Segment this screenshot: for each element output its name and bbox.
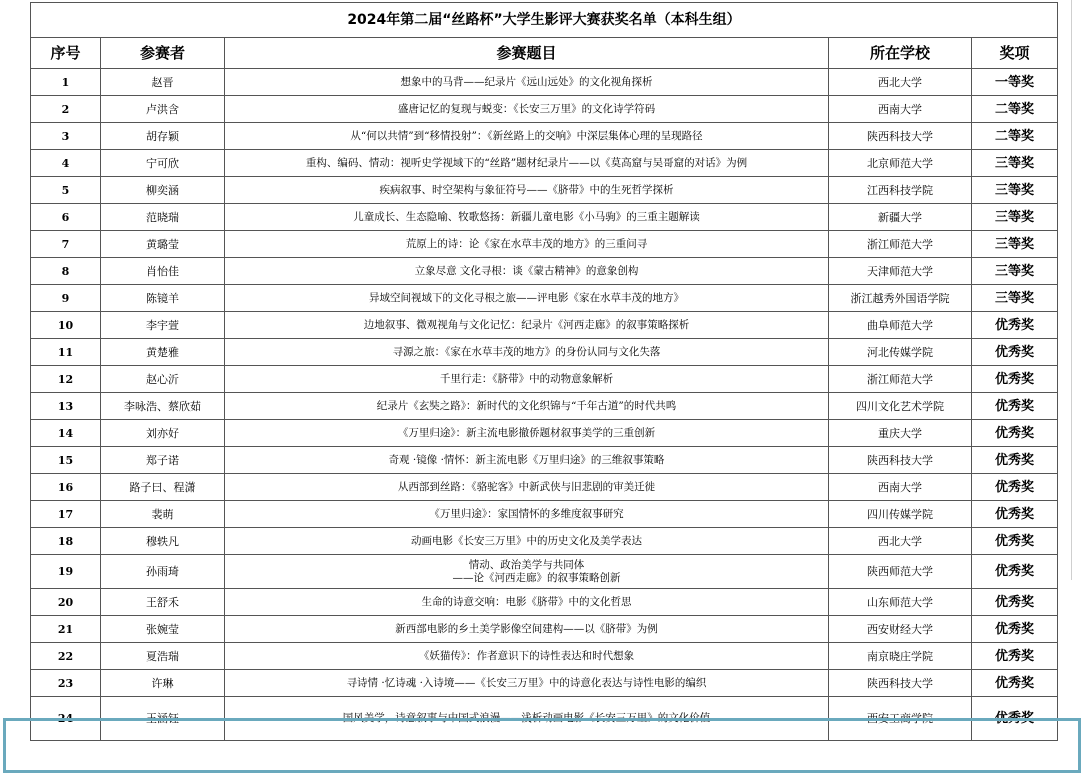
cell-no: 8 (31, 258, 101, 285)
cell-topic: 国风美学，诗意叙事与中国式浪漫——浅析动画电影《长安三万里》的文化价值 (225, 697, 829, 741)
table-row (31, 589, 1058, 616)
cell-participant: 赵晋 (101, 69, 225, 96)
table-row (31, 258, 1058, 285)
topic-line-1: 情动、政治美学与共同体 (468, 558, 585, 571)
cell-award: 优秀奖 (972, 670, 1058, 697)
table-row (31, 285, 1058, 312)
cell-award: 优秀奖 (972, 528, 1058, 555)
cell-topic: 重构、编码、情动：视听史学视域下的“丝路”题材纪录片——以《莫高窟与吴哥窟的对话》为例 (225, 150, 829, 177)
cell-award: 优秀奖 (972, 366, 1058, 393)
table-body (31, 69, 1058, 741)
cell-school: 西安工商学院 (829, 697, 972, 741)
table-row (31, 339, 1058, 366)
cell-topic: 异域空间视域下的文化寻根之旅——评电影《家在水草丰茂的地方》 (225, 285, 829, 312)
cell-award: 优秀奖 (972, 420, 1058, 447)
cell-participant: 孙雨琦 (101, 555, 225, 589)
award-table (30, 2, 1058, 741)
cell-school: 天津师范大学 (829, 258, 972, 285)
cell-topic: 生命的诗意交响：电影《脐带》中的文化哲思 (225, 589, 829, 616)
cell-school: 西安财经大学 (829, 616, 972, 643)
cell-participant: 陈镜羊 (101, 285, 225, 312)
cell-award: 三等奖 (972, 258, 1058, 285)
cell-no: 11 (31, 339, 101, 366)
cell-participant: 胡存颖 (101, 123, 225, 150)
table-row (31, 528, 1058, 555)
table-row (31, 697, 1058, 741)
cell-school: 陕西科技大学 (829, 447, 972, 474)
award-list-sheet (30, 2, 1057, 741)
cell-school: 山东师范大学 (829, 589, 972, 616)
cell-no: 1 (31, 69, 101, 96)
cell-no: 2 (31, 96, 101, 123)
cell-participant: 黄璐莹 (101, 231, 225, 258)
cell-topic: 千里行走：《脐带》中的动物意象解析 (225, 366, 829, 393)
cell-participant: 裴萌 (101, 501, 225, 528)
cell-school: 陕西师范大学 (829, 555, 972, 589)
header-no: 序号 (31, 38, 101, 69)
cell-award: 优秀奖 (972, 312, 1058, 339)
cell-participant: 王涵钰 (101, 697, 225, 741)
cell-participant: 夏浩瑞 (101, 643, 225, 670)
cell-participant: 范晓瑞 (101, 204, 225, 231)
cell-participant: 刘亦好 (101, 420, 225, 447)
cell-participant: 王舒禾 (101, 589, 225, 616)
cell-award: 三等奖 (972, 177, 1058, 204)
cell-no: 16 (31, 474, 101, 501)
cell-school: 北京师范大学 (829, 150, 972, 177)
cell-award: 三等奖 (972, 231, 1058, 258)
cell-school: 陕西科技大学 (829, 670, 972, 697)
cell-participant: 赵心沂 (101, 366, 225, 393)
cell-award: 优秀奖 (972, 589, 1058, 616)
cell-school: 西北大学 (829, 69, 972, 96)
cell-award: 三等奖 (972, 150, 1058, 177)
cell-school: 浙江越秀外国语学院 (829, 285, 972, 312)
cell-no: 4 (31, 150, 101, 177)
cell-award: 优秀奖 (972, 643, 1058, 670)
table-row (31, 393, 1058, 420)
cell-topic: 新西部电影的乡土美学影像空间建构——以《脐带》为例 (225, 616, 829, 643)
cell-no: 7 (31, 231, 101, 258)
cell-school: 江西科技学院 (829, 177, 972, 204)
cell-award: 优秀奖 (972, 501, 1058, 528)
table-title: 2024年第二届“丝路杯”大学生影评大赛获奖名单（本科生组） (31, 3, 1058, 38)
cell-award: 三等奖 (972, 285, 1058, 312)
table-row (31, 447, 1058, 474)
table-row (31, 616, 1058, 643)
cell-school: 四川文化艺术学院 (829, 393, 972, 420)
cell-no: 12 (31, 366, 101, 393)
table-row (31, 69, 1058, 96)
cell-participant: 李宇萱 (101, 312, 225, 339)
cell-participant: 卢洪含 (101, 96, 225, 123)
cell-award: 优秀奖 (972, 474, 1058, 501)
cell-participant: 宁可欣 (101, 150, 225, 177)
cell-award: 二等奖 (972, 123, 1058, 150)
cell-topic (225, 555, 829, 589)
cell-no: 22 (31, 643, 101, 670)
cell-school: 西南大学 (829, 96, 972, 123)
table-row (31, 643, 1058, 670)
cell-topic: 疾病叙事、时空架构与象征符号——《脐带》中的生死哲学探析 (225, 177, 829, 204)
cell-award: 三等奖 (972, 204, 1058, 231)
cell-school: 重庆大学 (829, 420, 972, 447)
cell-school: 浙江师范大学 (829, 366, 972, 393)
cell-award: 二等奖 (972, 96, 1058, 123)
cell-topic: 纪录片《玄奘之路》：新时代的文化织锦与“千年古道”的时代共鸣 (225, 393, 829, 420)
cell-award: 优秀奖 (972, 697, 1058, 741)
table-row (31, 96, 1058, 123)
cell-topic: 想象中的马背——纪录片《远山远处》的文化视角探析 (225, 69, 829, 96)
cell-no: 23 (31, 670, 101, 697)
cell-participant: 李咏浩、蔡欣茹 (101, 393, 225, 420)
header-award: 奖项 (972, 38, 1058, 69)
cell-participant: 柳奕涵 (101, 177, 225, 204)
cell-award: 优秀奖 (972, 555, 1058, 589)
table-row (31, 366, 1058, 393)
cell-participant: 穆轶凡 (101, 528, 225, 555)
cell-school: 四川传媒学院 (829, 501, 972, 528)
cell-school: 西南大学 (829, 474, 972, 501)
cell-no: 19 (31, 555, 101, 589)
table-row (31, 670, 1058, 697)
cell-school: 新疆大学 (829, 204, 972, 231)
cell-no: 20 (31, 589, 101, 616)
page-edge-line (1071, 0, 1072, 580)
cell-topic: 动画电影《长安三万里》中的历史文化及美学表达 (225, 528, 829, 555)
table-row (31, 474, 1058, 501)
header-participant: 参赛者 (101, 38, 225, 69)
cell-topic: 儿童成长、生态隐喻、牧歌悠扬：新疆儿童电影《小马驹》的三重主题解读 (225, 204, 829, 231)
cell-participant: 路子曰、程潇 (101, 474, 225, 501)
cell-participant: 郑子诺 (101, 447, 225, 474)
cell-school: 南京晓庄学院 (829, 643, 972, 670)
cell-participant: 许琳 (101, 670, 225, 697)
cell-no: 5 (31, 177, 101, 204)
table-row (31, 555, 1058, 589)
cell-topic: 奇观 ·镜像 ·情怀：新主流电影《万里归途》的三维叙事策略 (225, 447, 829, 474)
cell-topic: 《万里归途》：新主流电影撤侨题材叙事美学的三重创新 (225, 420, 829, 447)
cell-topic: 寻诗情 ·忆诗魂 ·入诗境——《长安三万里》中的诗意化表达与诗性电影的编织 (225, 670, 829, 697)
cell-no: 10 (31, 312, 101, 339)
table-row (31, 123, 1058, 150)
cell-award: 优秀奖 (972, 339, 1058, 366)
table-row (31, 420, 1058, 447)
cell-award: 优秀奖 (972, 393, 1058, 420)
topic-line-2: ——论《河西走廊》的叙事策略创新 (452, 571, 621, 584)
cell-topic: 从“何以共情”到“移情投射”：《新丝路上的交响》中深层集体心理的呈现路径 (225, 123, 829, 150)
cell-no: 14 (31, 420, 101, 447)
cell-no: 24 (31, 697, 101, 741)
table-row (31, 501, 1058, 528)
table-row (31, 177, 1058, 204)
cell-no: 15 (31, 447, 101, 474)
cell-participant: 张婉莹 (101, 616, 225, 643)
cell-topic: 盛唐记忆的复现与蜕变：《长安三万里》的文化诗学符码 (225, 96, 829, 123)
cell-school: 曲阜师范大学 (829, 312, 972, 339)
cell-topic: 寻源之旅：《家在水草丰茂的地方》的身份认同与文化失落 (225, 339, 829, 366)
table-row (31, 150, 1058, 177)
cell-topic: 荒原上的诗：论《家在水草丰茂的地方》的三重问寻 (225, 231, 829, 258)
cell-school: 西北大学 (829, 528, 972, 555)
header-school: 所在学校 (829, 38, 972, 69)
header-topic: 参赛题目 (225, 38, 829, 69)
cell-no: 6 (31, 204, 101, 231)
cell-school: 河北传媒学院 (829, 339, 972, 366)
cell-topic: 从西部到丝路：《骆驼客》中新武侠与旧悲剧的审美迁徙 (225, 474, 829, 501)
table-row (31, 231, 1058, 258)
cell-topic: 《妖猫传》：作者意识下的诗性表达和时代想象 (225, 643, 829, 670)
cell-no: 21 (31, 616, 101, 643)
table-row (31, 312, 1058, 339)
cell-no: 13 (31, 393, 101, 420)
cell-no: 9 (31, 285, 101, 312)
cell-school: 陕西科技大学 (829, 123, 972, 150)
cell-award: 优秀奖 (972, 616, 1058, 643)
table-row (31, 204, 1058, 231)
cell-no: 18 (31, 528, 101, 555)
cell-no: 3 (31, 123, 101, 150)
cell-participant: 肖怡佳 (101, 258, 225, 285)
cell-award: 优秀奖 (972, 447, 1058, 474)
cell-school: 浙江师范大学 (829, 231, 972, 258)
cell-participant: 黄楚雅 (101, 339, 225, 366)
cell-topic: 《万里归途》：家国情怀的多维度叙事研究 (225, 501, 829, 528)
cell-award: 一等奖 (972, 69, 1058, 96)
cell-no: 17 (31, 501, 101, 528)
cell-topic: 边地叙事、微观视角与文化记忆：纪录片《河西走廊》的叙事策略探析 (225, 312, 829, 339)
cell-topic: 立象尽意 文化寻根：谈《蒙古精神》的意象创构 (225, 258, 829, 285)
